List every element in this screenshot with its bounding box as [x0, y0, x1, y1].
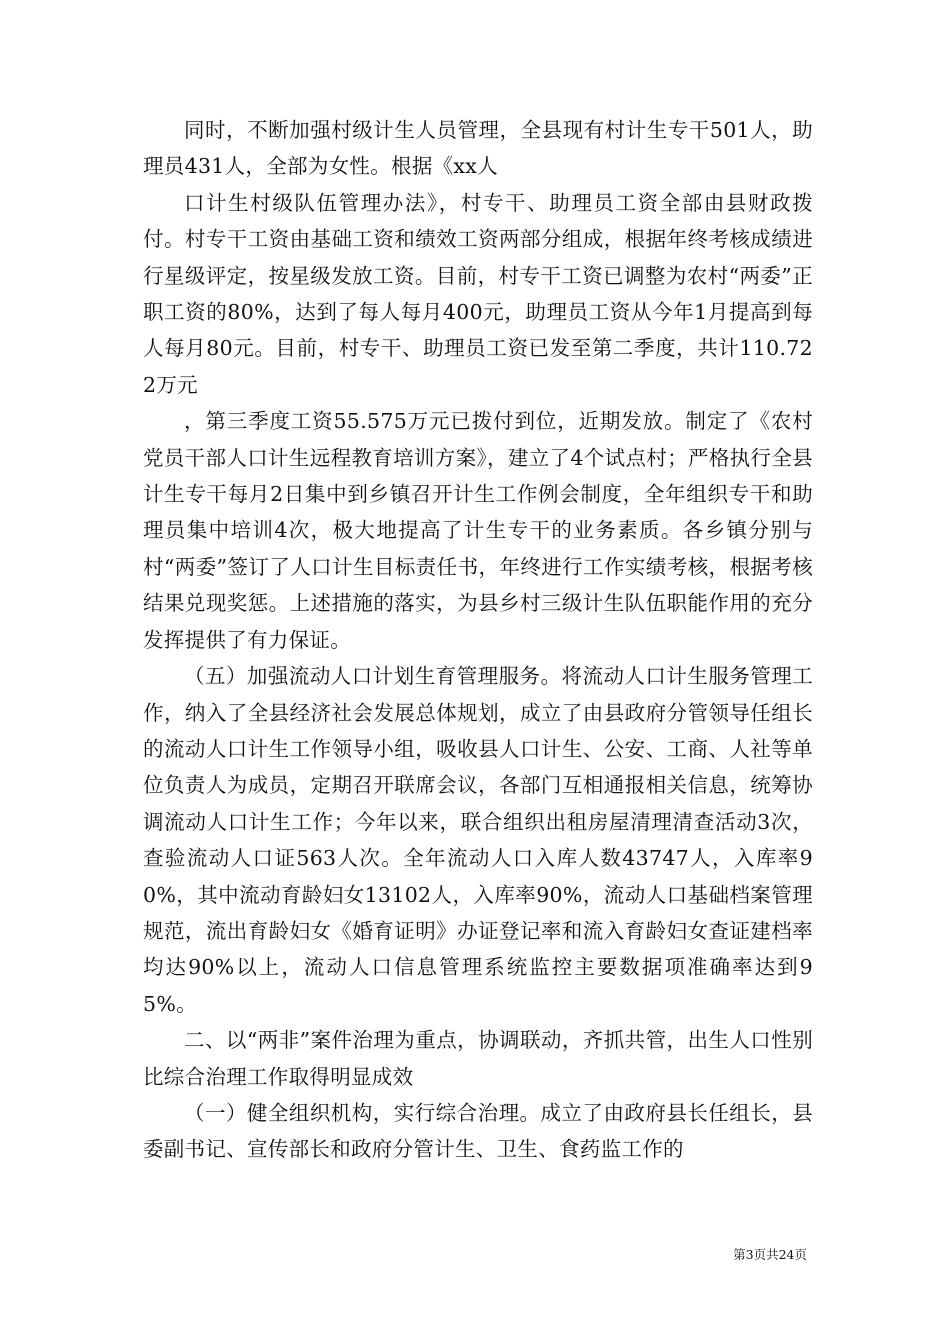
- paragraph-salary-funding: 口计生村级队伍管理办法》，村专干、助理员工资全部由县财政拨付。村专干工资由基础工资和绩效工资两部分组成，根据年终考核成绩进行星级评定，按星级发放工资。目前，村专干工资已调整为农村“两委”正职工资的80%，达到了每人每月400元，助理员工资从今年1月提高到每人每月80元。目前，村专干、助理员工资已发至第二季度，共计110.722万元: [143, 190, 813, 397]
- page-number: 第3页共24页: [733, 1247, 807, 1262]
- paragraph-training-assessment: ，第三季度工资55.575万元已拨付到位，近期发放。制定了《农村党员干部人口计生远程教育培训方案》，建立了4个试点村；严格执行全县计生专干每月2日集中到乡镇召开计生工作例会制度，全年组织专干和助理员集中培训4次，极大地提高了计生专干的业务素质。各乡镇分别与村“两委”签订了人口计生目标责任书，年终进行工作实绩考核，根据考核结果兑现奖惩。上述措施的落实，为县乡村三级计生队伍职能作用的充分发挥提供了有力保证。: [143, 409, 813, 652]
- paragraph-organization: （一）健全组织机构，实行综合治理。成立了由政府县长任组长，县委副书记、宣传部长和政府分管计生、卫生、食药监工作的: [143, 1100, 813, 1162]
- paragraph-floating-population: （五）加强流动人口计划生育管理服务。将流动人口计生服务管理工作，纳入了全县经济社会发展总体规划，成立了由县政府分管领导任组长的流动人口计生工作领导小组，吸收县人口计生、公安、工商、人社等单位负责人为成员，定期召开联席会议，各部门互相通报相关信息，统筹协调流动人口计生工作；今年以来，联合组织出租房屋清理清查活动3次，查验流动人口证563人次。全年流动人口入库人数43747人，入库率90%，其中流动育龄妇女13102人，入库率90%，流动人口基础档案管理规范，流出育龄妇女《婚育证明》办证登记率和流入育龄妇女查证建档率均达90%以上，流动人口信息管理系统监控主要数据项准确率达到95%。: [143, 664, 813, 1016]
- paragraph-staff-management: 同时，不断加强村级计生人员管理，全县现有村计生专干501人，助理员431人，全部为女性。根据《xx人: [143, 118, 813, 179]
- document-body: [143, 112, 813, 1168]
- section-heading-two: 二、以“两非”案件治理为重点，协调联动，齐抓共管，出生人口性别比综合治理工作取得明显成效: [143, 1028, 813, 1089]
